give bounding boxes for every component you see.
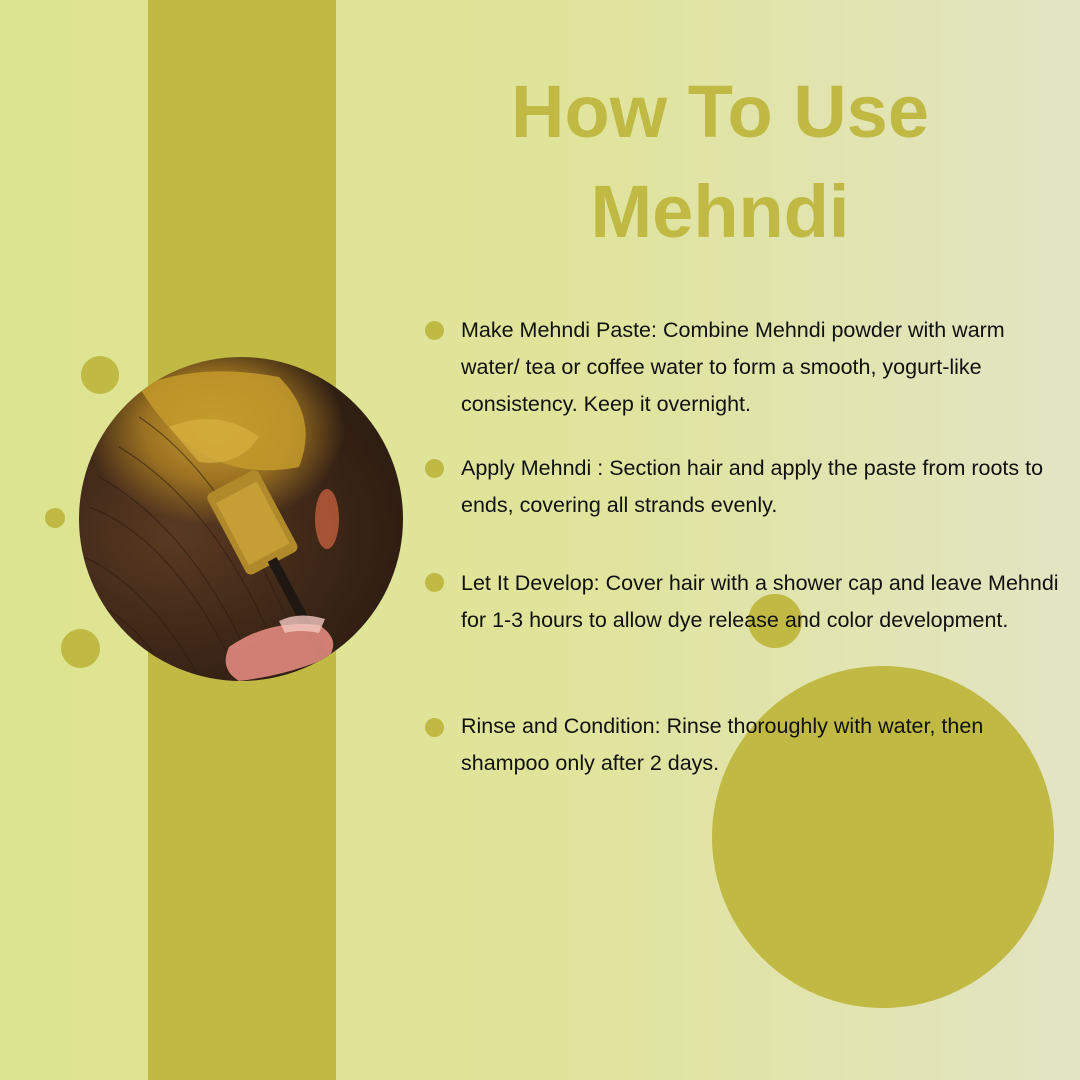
title-line-1: How To Use	[511, 70, 929, 153]
step-text: Make Mehndi Paste: Combine Mehndi powder with warm water/ tea or coffee water to form a smooth, yogurt-like consistency. Keep it overnight.	[461, 318, 1005, 416]
page-title	[470, 62, 970, 262]
step-text: Let It Develop: Cover hair with a shower cap and leave Mehndi for 1-3 hours to allow dye release and color development.	[461, 571, 1059, 632]
decorative-dot	[45, 508, 65, 528]
hair-dye-application-photo	[79, 357, 403, 681]
step-text: Apply Mehndi : Section hair and apply the paste from roots to ends, covering all strands evenly.	[461, 456, 1044, 517]
bullet-dot	[425, 321, 444, 340]
bullet-dot	[425, 573, 444, 592]
bullet-dot	[425, 718, 444, 737]
bullet-dot	[425, 459, 444, 478]
step-text: Rinse and Condition: Rinse thoroughly with water, then shampoo only after 2 days.	[461, 714, 984, 775]
title-line-2: Mehndi	[590, 170, 850, 253]
photo-illustration	[79, 357, 403, 681]
